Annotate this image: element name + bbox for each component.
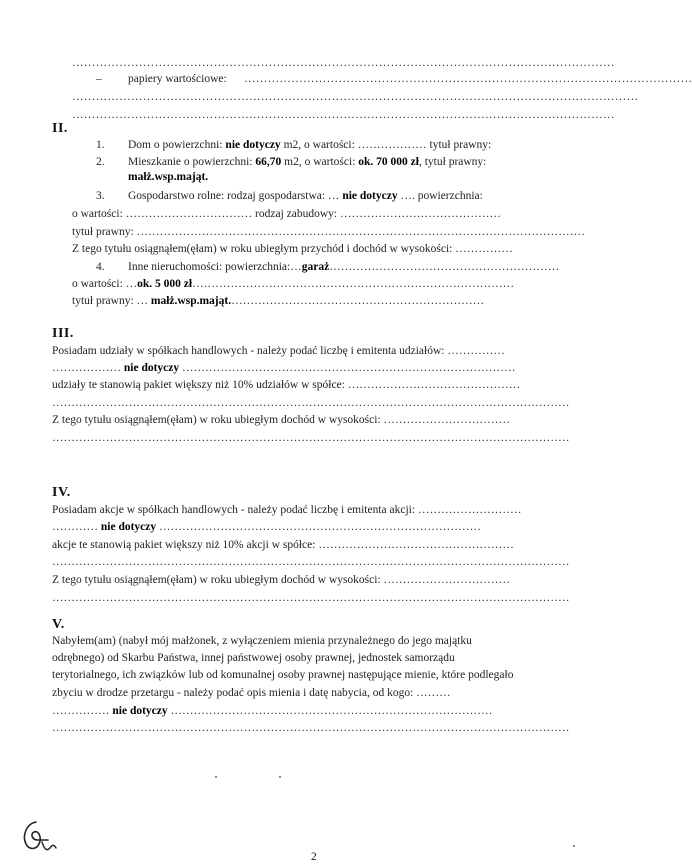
section-heading-iii: III. [52,326,74,341]
shares-value-line: ……………… nie dotyczy …………………………………………………………………………… [52,362,516,374]
item-number: 1. [96,139,105,151]
section-heading-v: V. [52,617,65,632]
handwritten-initials-icon [20,818,62,858]
scan-speck [573,845,575,847]
acquisition-line-4: zbyciu w drodze przetargu - należy podać opis mienia i datę nabycia, od kogo: ……… [52,687,451,699]
house-line: Dom o powierzchni: nie dotyczy m2, o wartości: ……………… tytuł prawny: [128,139,492,151]
dotted-line: ……………………………………………………………………………………………………………………………… [72,91,639,103]
securities-label: papiery wartościowe: [128,73,227,85]
apartment-line: Mieszkanie o powierzchni: 66,70 m2, o wartości: ok. 70 000 zł, tytuł prawny: [128,156,487,168]
page-number: 2 [311,851,317,863]
shares-line: Posiadam udziały w spółkach handlowych - należy podać liczbę i emitenta udziałów: …………… [52,345,505,357]
dotted-line: …………………………………………………………………………………………………… [244,73,692,85]
item-number: 3. [96,190,105,202]
dotted-line: ……………………………………………………………………………………………………………………… [52,432,570,444]
other-property-title-line: tytuł prawny: … małż.wsp.mająt.………………………………………………………… [72,295,485,307]
stocks-income-line: Z tego tytułu osiągnąłem(ęłam) w roku ubiegłym dochód w wysokości: …………………………… [52,574,511,586]
stocks-line: Posiadam akcje w spółkach handlowych - należy podać liczbę i emitenta akcji: ……………………… [52,504,522,516]
section-heading-ii: II. [52,121,68,136]
section-heading-iv: IV. [52,485,71,500]
stocks-packet-line: akcje te stanowią pakiet większy niż 10% akcji w spółce: …………………………………………… [52,539,514,551]
other-property-line: Inne nieruchomości: powierzchnia:…garaż…………………………………………………… [128,261,560,273]
shares-packet-line: udziały te stanowią pakiet większy niż 10% udziałów w spółce: ……………………………………… [52,379,521,391]
scan-speck [215,776,217,778]
farm-title-line: tytuł prawny: ……………………………………………………………………………………………………… [72,226,586,238]
dotted-line: ………………………………………………………………………………………………………………………… [72,109,615,121]
scan-speck [279,776,281,778]
acquisition-value-line: …………… nie dotyczy ………………………………………………………………………… [52,705,493,717]
farm-line: Gospodarstwo rolne: rodzaj gospodarstwa: … nie dotyczy …. powierzchnia: [128,190,483,202]
shares-income-line: Z tego tytułu osiągnąłem(ęłam) w roku ubiegłym dochód w wysokości: …………………………… [52,414,511,426]
farm-income-line: Z tego tytułu osiągnąłem(ęłam) w roku ubiegłym przychód i dochód w wysokości: …………… [72,243,513,255]
dotted-line: ……………………………………………………………………………………………………………………… [52,556,570,568]
stocks-value-line: ………… nie dotyczy ………………………………………………………………………… [52,521,482,533]
dotted-line: ……………………………………………………………………………………………………………………… [52,397,570,409]
other-property-value-line: o wartości: …ok. 5 000 zł………………………………………………………………………… [72,278,515,290]
bullet-dash: – [96,73,102,85]
apartment-title-line: małż.wsp.mająt. [128,171,209,183]
dotted-line: ……………………………………………………………………………………………………………………… [52,592,570,604]
acquisition-line-2: odrębnego) od Skarbu Państwa, innej państwowej osoby prawnej, jednostek samorządu [52,652,455,664]
dotted-line: ……………………………………………………………………………………………………………………… [52,722,570,734]
acquisition-line-3: terytorialnego, ich związków lub od komunalnej osoby prawnej następujące mienie, które podlegało [52,669,514,681]
farm-value-line: o wartości: …………………………… rodzaj zabudowy: …………………………………… [72,208,501,220]
acquisition-line-1: Nabyłem(am) (nabył mój małżonek, z wyłączeniem mienia przynależnego do jego majątku [52,635,472,647]
item-number: 4. [96,261,105,273]
item-number: 2. [96,156,105,168]
dotted-line: ………………………………………………………………………………………………………………………… [72,57,615,69]
